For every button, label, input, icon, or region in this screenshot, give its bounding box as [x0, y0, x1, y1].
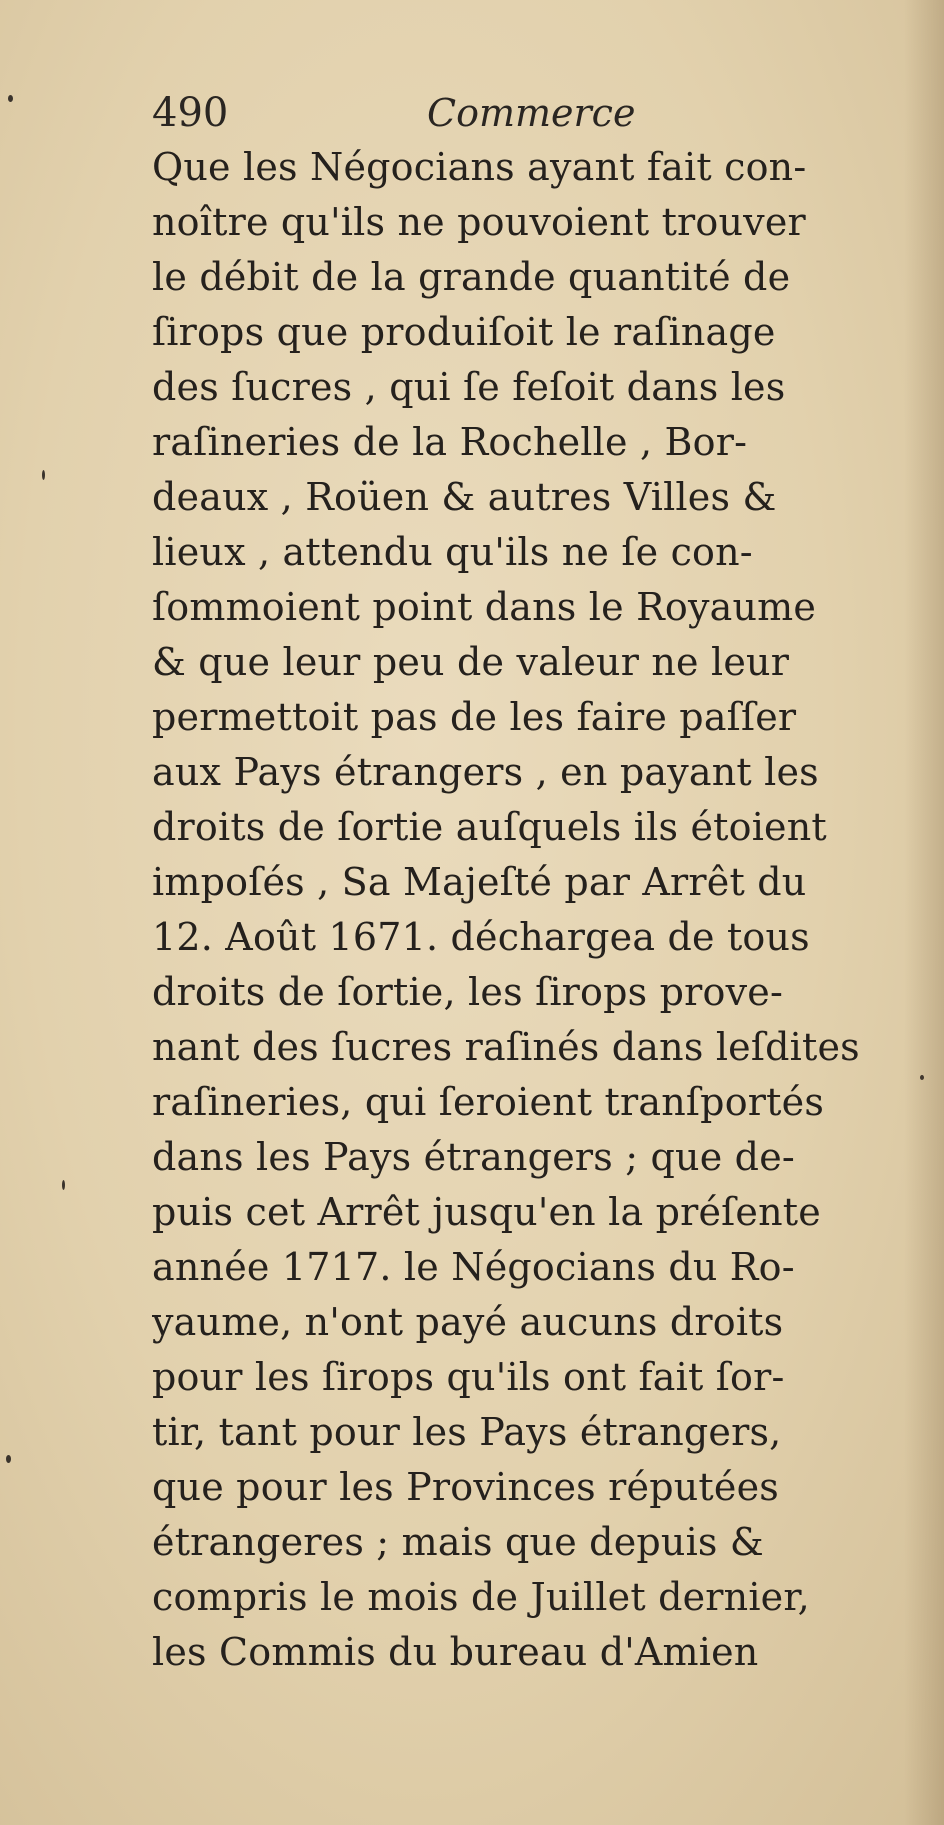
text-line: deaux , Roüen & autres Villes &	[152, 475, 777, 519]
text-line: le débit de la grande quantité de	[152, 255, 791, 299]
text-line: permettoit pas de les faire paſſer	[152, 695, 797, 739]
text-line: & que leur peu de valeur ne leur	[152, 640, 790, 684]
page-header	[152, 88, 832, 138]
ink-speck	[6, 1455, 11, 1463]
text-line: lieux , attendu qu'ils ne ſe con-	[152, 530, 753, 574]
text-line: ſirops que produiſoit le raſinage	[152, 310, 776, 354]
text-line: impoſés , Sa Majeſté par Arrêt du	[152, 860, 807, 904]
text-line: puis cet Arrêt jusqu'en la préſente	[152, 1190, 821, 1234]
text-line: tir, tant pour les Pays étrangers,	[152, 1410, 782, 1454]
text-line: Que les Négocians ayant fait con-	[152, 145, 807, 189]
text-line: droits de ſortie, les ſirops prove-	[152, 970, 783, 1014]
ink-speck	[42, 470, 45, 480]
text-line: nant des ſucres raſinés dans leſdites	[152, 1025, 860, 1069]
text-line: yaume, n'ont payé aucuns droits	[152, 1300, 784, 1344]
text-line: compris le mois de Juillet dernier,	[152, 1575, 810, 1619]
text-line: que pour les Provinces réputées	[152, 1465, 779, 1509]
text-line: droits de ſortie auſquels ils étoient	[152, 805, 827, 849]
body-text	[152, 140, 912, 1680]
text-line: raſineries de la Rochelle , Bor-	[152, 420, 748, 464]
text-line: aux Pays étrangers , en payant les	[152, 750, 819, 794]
text-line: noître qu'ils ne pouvoient trouver	[152, 200, 806, 244]
text-line: dans les Pays étrangers ; que de-	[152, 1135, 795, 1179]
ink-speck	[920, 1075, 924, 1080]
text-line: étrangeres ; mais que depuis &	[152, 1520, 764, 1564]
text-line: les Commis du bureau d'Amien	[152, 1630, 759, 1674]
text-line: pour les ſirops qu'ils ont fait ſor-	[152, 1355, 785, 1399]
running-head: Commerce	[427, 91, 636, 135]
text-line: ſommoient point dans le Royaume	[152, 585, 817, 629]
text-line: année 1717. le Négocians du Ro-	[152, 1245, 795, 1289]
page-number: 490	[152, 90, 229, 136]
text-line: des ſucres , qui ſe feſoit dans les	[152, 365, 786, 409]
text-line: 12. Août 1671. déchargea de tous	[152, 915, 810, 959]
text-line: raſineries, qui ſeroient tranſportés	[152, 1080, 825, 1124]
ink-speck	[62, 1180, 65, 1190]
ink-speck	[8, 95, 13, 102]
